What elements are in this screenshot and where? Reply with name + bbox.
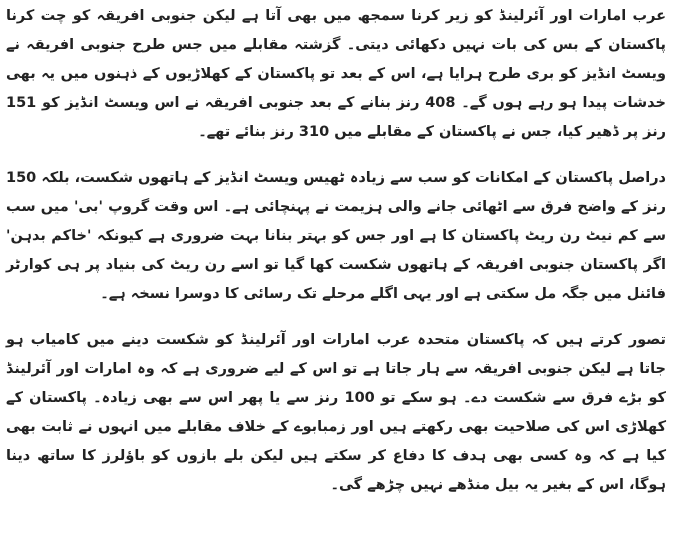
article-paragraph-3: تصور کرتے ہیں کہ پاکستان متحدہ عرب امارات اور آئرلینڈ کو شکست دینے میں کامیاب ہو جاتا ہے لیکن جنوبی افریقہ سے ہار جاتا ہے تو اس کے لیے ضروری ہے کہ وہ امارات اور آئرلینڈ کو بڑے فرق سے شکست دے۔ ہو سکے تو 100 رنز سے یا پھر اس سے بھی زیادہ۔ پاکستان کے کھلاڑی اس کی صلاحیت بھی رکھتے ہیں اور زمبابوے کے خلاف مقابلے میں انہوں نے ثابت بھی کیا ہے کہ وہ کسی بھی ہدف کا دفاع کر سکتے ہیں لیکن بلے بازوں کو باؤلرز کا ساتھ دینا ہوگا، اس کے بغیر یہ بیل منڈھے نہیں چڑھے گی۔ (6, 332, 666, 493)
article-paragraph-2: دراصل پاکستان کے امکانات کو سب سے زیادہ ٹھیس ویسٹ انڈیز کے ہاتھوں شکست، بلکہ 150 رنز کے واضح فرق سے اٹھائی جانے والی ہزیمت نے پہنچائی ہے۔ اس وقت گروپ 'بی' میں سب سے کم نیٹ رن ریٹ پاکستان کا ہے اور جس کو بہتر بنانا بہت ضروری ہے کیونکہ 'خاکم بدہن' اگر پاکستان جنوبی افریقہ کے ہاتھوں شکست کھا گیا تو اسے رن ریٹ کی بنیاد پر ہی کوارٹر فائنل میں جگہ مل سکتی ہے اور یہی اگلے مرحلے تک رسائی کا دوسرا نسخہ ہے۔ (5, 170, 666, 302)
article-body (6, 2, 666, 500)
article-paragraph-1: عرب امارات اور آئرلینڈ کو زیر کرنا سمجھ میں بھی آتا ہے لیکن جنوبی افریقہ کو چت کرنا پاکستان کے بس کی بات نہیں دکھائی دیتی۔ گزشتہ مقابلے میں جس طرح جنوبی افریقہ نے ویسٹ انڈیز کو بری طرح ہرایا ہے، اس کے بعد تو پاکستان کے کھلاڑیوں کے ذہنوں میں یہ بھی خدشات پیدا ہو رہے ہوں گے۔ 408 رنز بنانے کے بعد جنوبی افریقہ نے اس ویسٹ انڈیز کو 151 رنز پر ڈھیر کیا، جس نے پاکستان کے مقابلے میں 310 رنز بنائے تھے۔ (6, 8, 666, 140)
